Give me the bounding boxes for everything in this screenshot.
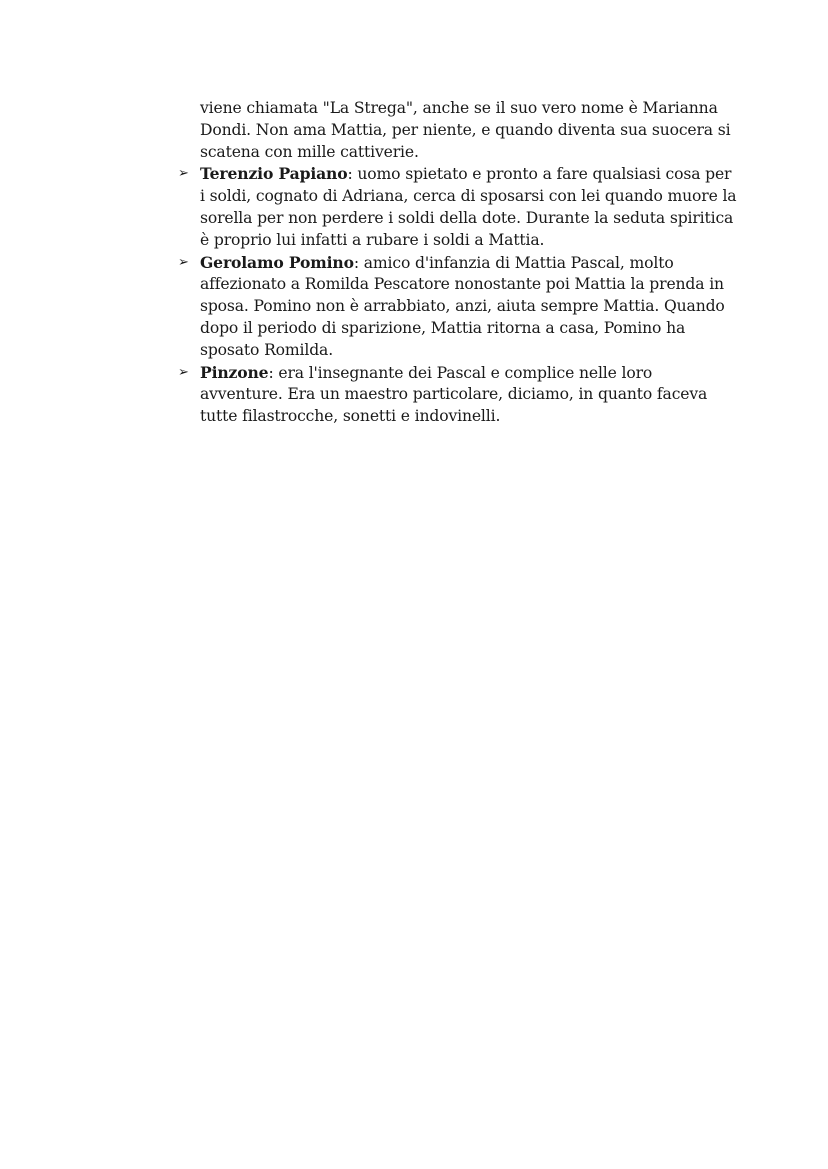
list-item-terenzio-papiano <box>178 163 738 251</box>
character-list <box>178 163 738 428</box>
arrow-bullet-icon: ➢ <box>178 166 189 182</box>
continuation-paragraph: viene chiamata "La Strega", anche se il suo vero nome è Marianna Dondi. Non ama Mattia, per niente, e quando diventa sua suocera si scatena con mille cattiverie. <box>200 99 731 161</box>
character-name: Pinzone <box>200 362 269 382</box>
character-name: Terenzio Papiano <box>200 164 348 184</box>
character-name: Gerolamo Pomino <box>200 252 354 272</box>
list-item-gerolamo-pomino <box>178 252 738 362</box>
character-description: : era l'insegnante dei Pascal e complice nelle loro avventure. Era un maestro particolare, diciamo, in quanto faceva tutte filastrocche, sonetti e indovinelli. <box>200 363 708 426</box>
character-description: : uomo spietato e pronto a fare qualsiasi cosa per i soldi, cognato di Adriana, cerca di sposarsi con lei quando muore la sorella per non perdere i soldi della dote. Durante la seduta spiritica è proprio lui infatti a rubare i soldi a Mattia. <box>200 165 737 249</box>
arrow-bullet-icon: ➢ <box>178 364 189 380</box>
document-body <box>178 98 738 428</box>
character-description: : amico d'infanzia di Mattia Pascal, molto affezionato a Romilda Pescatore nonostante poi Mattia la prenda in sposa. Pomino non è arrabbiato, anzi, aiuta sempre Mattia. Quando dopo il periodo di sparizione, Mattia ritorna a casa, Pomino ha sposato Romilda. <box>200 253 725 359</box>
arrow-bullet-icon: ➢ <box>178 254 189 270</box>
list-item-pinzone <box>178 362 738 428</box>
